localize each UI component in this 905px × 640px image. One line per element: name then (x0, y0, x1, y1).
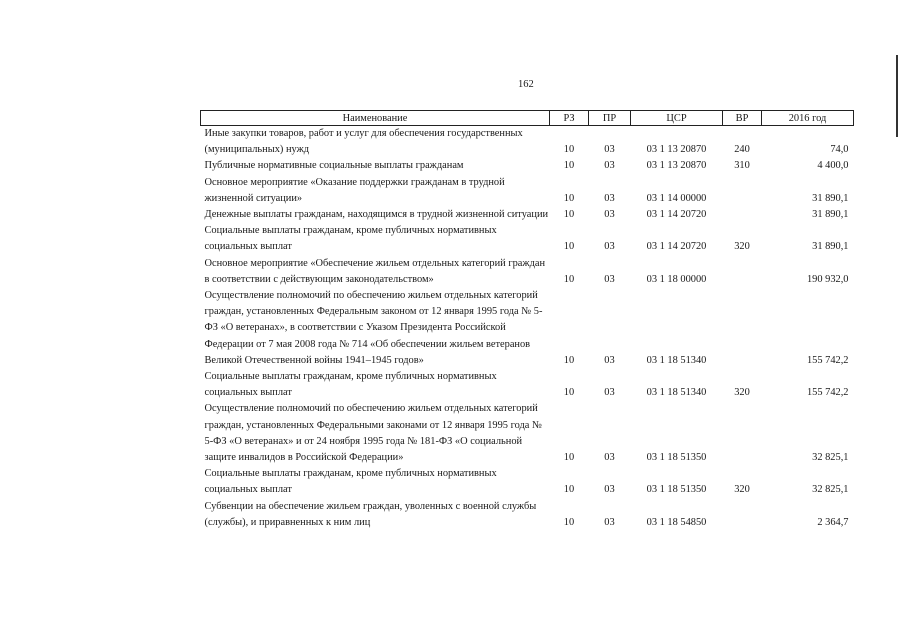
header-amount: 2016 год (762, 111, 854, 126)
row-name: Социальные выплаты гражданам, кроме публичных нормативных социальных выплат (204, 225, 497, 253)
header-pr: ПР (589, 111, 631, 126)
row-csr: 03 1 18 54850 (646, 516, 707, 528)
row-csr: 03 1 13 20870 (646, 160, 707, 172)
row-vr (723, 256, 762, 288)
row-pr: 03 (604, 144, 615, 156)
row-pr: 03 (604, 241, 615, 253)
row-amount: 32 825,1 (812, 484, 849, 496)
row-vr: 240 (734, 144, 750, 156)
header-vr: ВР (723, 111, 762, 126)
row-rz: 10 (563, 192, 575, 204)
row-vr (723, 207, 762, 223)
row-vr (723, 499, 762, 531)
page-number: 162 (518, 79, 534, 90)
row-csr: 03 1 18 51340 (646, 387, 707, 399)
row-pr: 03 (604, 209, 615, 221)
row-pr: 03 (604, 354, 615, 366)
row-pr: 03 (604, 160, 615, 172)
row-csr: 03 1 14 00000 (646, 192, 707, 204)
table-header-row (201, 111, 854, 126)
row-rz: 10 (563, 160, 575, 172)
header-rz: РЗ (550, 111, 589, 126)
row-csr: 03 1 14 20720 (646, 209, 707, 221)
row-name: Осуществление полномочий по обеспечению жильем отдельных категорий граждан, установленных Федеральным законом от 12 января 1995 года № 5-ФЗ «О ветеранах», в соответствии с Указом Президента Российской Федерации от 7 мая 2008 года № 714 «Об обеспечении жильем ветеранов Великой Отечественной войны 1941–1945 годов» (204, 290, 543, 366)
row-amount: 190 932,0 (806, 273, 849, 285)
row-amount: 4 400,0 (817, 160, 849, 172)
row-vr (723, 175, 762, 207)
row-csr: 03 1 18 51340 (646, 354, 707, 366)
row-amount: 31 890,1 (812, 209, 849, 221)
row-csr: 03 1 13 20870 (646, 144, 707, 156)
row-rz: 10 (563, 387, 575, 399)
row-pr: 03 (604, 192, 615, 204)
row-name: Субвенции на обеспечение жильем граждан, уволенных с военной службы (службы), и приравненных к ним лиц (204, 500, 537, 528)
table-row (201, 288, 854, 369)
table-row (201, 175, 854, 207)
row-rz: 10 (563, 144, 575, 156)
row-amount: 31 890,1 (812, 192, 849, 204)
row-amount: 155 742,2 (806, 354, 849, 366)
row-name: Социальные выплаты гражданам, кроме публичных нормативных социальных выплат (204, 371, 497, 399)
row-name: Основное мероприятие «Оказание поддержки гражданам в трудной жизненной ситуации» (204, 176, 505, 204)
row-rz: 10 (563, 452, 575, 464)
row-pr: 03 (604, 484, 615, 496)
row-csr: 03 1 18 51350 (646, 452, 707, 464)
row-name: Иные закупки товаров, работ и услуг для обеспечения государственных (муниципальных) нужд (204, 128, 523, 156)
row-vr (723, 288, 762, 369)
row-csr: 03 1 18 51350 (646, 484, 707, 496)
row-csr: 03 1 14 20720 (646, 241, 707, 253)
budget-table (200, 110, 854, 531)
row-csr: 03 1 18 00000 (646, 273, 707, 285)
row-name: Денежные выплаты гражданам, находящимся в трудной жизненной ситуации (204, 209, 549, 221)
row-pr: 03 (604, 273, 615, 285)
row-name: Основное мероприятие «Обеспечение жильем отдельных категорий граждан в соответствии с действующим законодательством» (204, 257, 546, 285)
table-row (201, 223, 854, 255)
row-vr (723, 401, 762, 466)
row-rz: 10 (563, 354, 575, 366)
row-amount: 32 825,1 (812, 452, 849, 464)
table-row (201, 256, 854, 288)
row-amount: 155 742,2 (806, 387, 849, 399)
row-vr: 320 (734, 484, 750, 496)
row-rz: 10 (563, 241, 575, 253)
row-pr: 03 (604, 452, 615, 464)
row-name: Осуществление полномочий по обеспечению жильем отдельных категорий граждан, установленных Федеральными законами от 12 января 1995 года № 5-ФЗ «О ветеранах» и от 24 ноября 1995 года № 181-ФЗ «О социальной защите инвалидов в Российской Федерации» (204, 403, 542, 464)
row-rz: 10 (563, 516, 575, 528)
row-name: Публичные нормативные социальные выплаты гражданам (204, 160, 464, 172)
table-row (201, 466, 854, 498)
table-row (201, 369, 854, 401)
row-rz: 10 (563, 209, 575, 221)
row-amount: 74,0 (830, 144, 849, 156)
header-csr: ЦСР (631, 111, 723, 126)
table-row (201, 499, 854, 531)
table-row (201, 401, 854, 466)
header-name: Наименование (201, 111, 550, 126)
row-amount: 2 364,7 (817, 516, 849, 528)
row-amount: 31 890,1 (812, 241, 849, 253)
table-row (201, 158, 854, 174)
row-vr: 320 (734, 241, 750, 253)
row-pr: 03 (604, 387, 615, 399)
row-rz: 10 (563, 273, 575, 285)
row-name: Социальные выплаты гражданам, кроме публичных нормативных социальных выплат (204, 468, 497, 496)
table-row (201, 207, 854, 223)
scan-edge-mark (896, 55, 898, 137)
row-vr: 320 (734, 387, 750, 399)
table-row (201, 126, 854, 159)
row-rz: 10 (563, 484, 575, 496)
row-pr: 03 (604, 516, 615, 528)
row-vr: 310 (734, 160, 750, 172)
